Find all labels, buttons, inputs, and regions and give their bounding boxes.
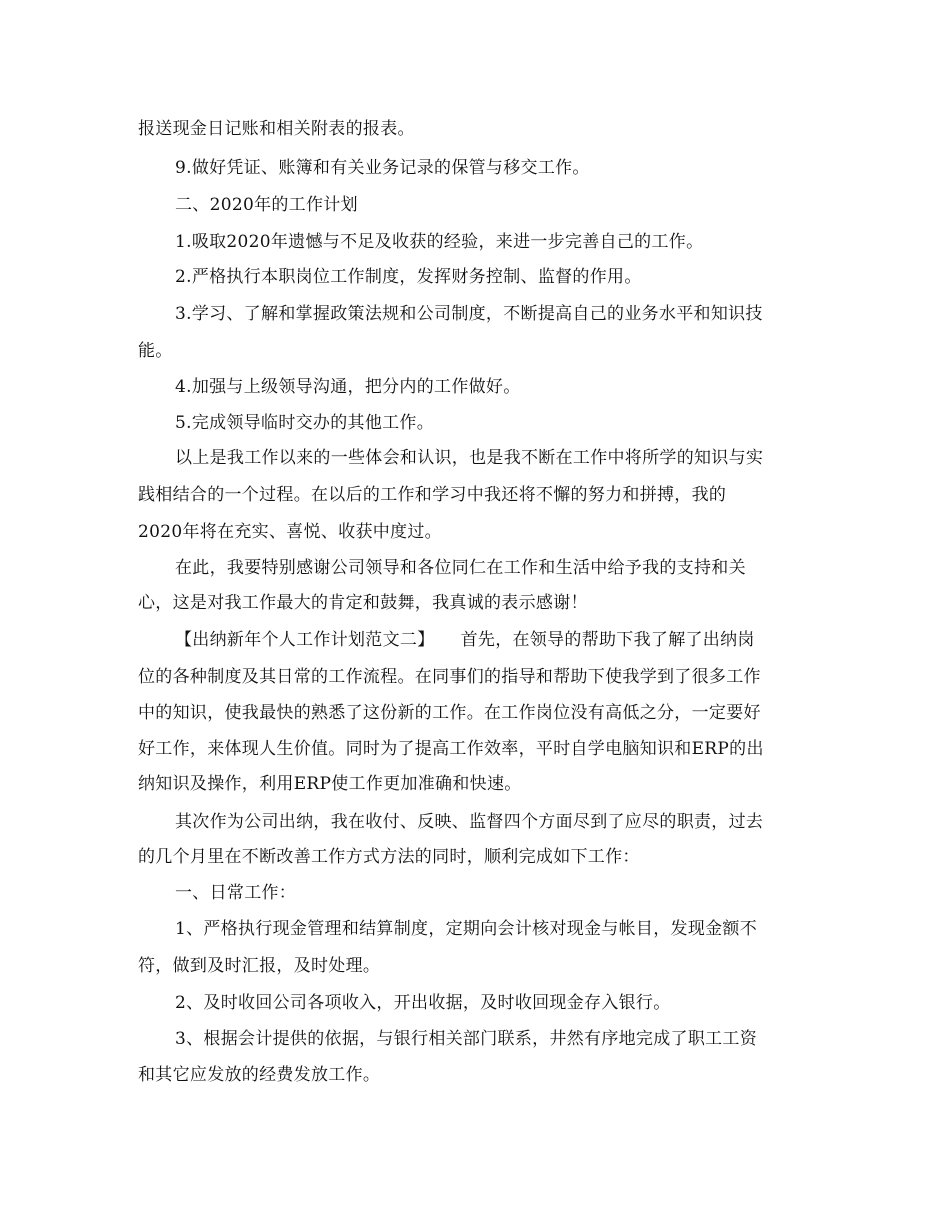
- text-line: 2.严格执行本职岗位工作制度，发挥财务控制、监督的作用。: [175, 267, 642, 287]
- text-line: 位的各种制度及其日常的工作流程。在同事们的指导和帮助下使我学到了很多工作: [138, 667, 761, 687]
- text-line: 报送现金日记账和相关附表的报表。: [138, 119, 415, 139]
- text-line: 在此，我要特别感谢公司领导和各位同仁在工作和生活中给予我的支持和关: [175, 558, 746, 578]
- text-line: 符，做到及时汇报，及时处理。: [138, 956, 381, 976]
- text-line: 3.学习、了解和掌握政策法规和公司制度，不断提高自己的业务水平和知识技: [175, 304, 763, 324]
- text-line: 好工作，来体现人生价值。同时为了提高工作效率，平时自学电脑知识和ERP的出: [138, 739, 764, 759]
- text-line: 纳知识及操作，利用ERP使工作更加准确和快速。: [138, 774, 522, 794]
- text-line: 的几个月里在不断改善工作方式方法的同时，顺利完成如下工作：: [138, 847, 640, 867]
- text-line: 中的知识，使我最快的熟悉了这份新的工作。在工作岗位没有高低之分，一定要好: [138, 703, 761, 723]
- section-heading: 二、2020年的工作计划: [175, 195, 358, 215]
- text-line: 1.吸取2020年遗憾与不足及收获的经验，来进一步完善自己的工作。: [175, 232, 704, 252]
- text-line: 5.完成领导临时交办的其他工作。: [175, 413, 435, 433]
- text-line: 心，这是对我工作最大的肯定和鼓舞，我真诚的表示感谢！: [138, 593, 588, 613]
- text-line: 1、严格执行现金管理和结算制度，定期向会计核对现金与帐目，发现金额不: [175, 919, 758, 939]
- text-line: 践相结合的一个过程。在以后的工作和学习中我还将不懈的努力和拼搏，我的: [138, 485, 727, 505]
- section-heading: 【出纳新年个人工作计划范文二】 首先，在领导的帮助下我了解了出纳岗: [175, 630, 755, 650]
- text-line: 以上是我工作以来的一些体会和认识，也是我不断在工作中将所学的知识与实: [175, 448, 764, 468]
- text-line: 4.加强与上级领导沟通，把分内的工作做好。: [175, 377, 521, 397]
- text-line: 2、及时收回公司各项收入，开出收据，及时收回现金存入银行。: [175, 993, 671, 1013]
- text-line: 能。: [138, 341, 173, 361]
- text-line: 3、根据会计提供的依据，与银行相关部门联系，井然有序地完成了职工工资: [175, 1029, 758, 1049]
- text-line: 9.做好凭证、账簿和有关业务记录的保管与移交工作。: [175, 158, 590, 178]
- text-line: 其次作为公司出纳，我在收付、反映、监督四个方面尽到了应尽的职责，过去: [175, 812, 764, 832]
- text-line: 2020年将在充实、喜悦、收获中度过。: [138, 522, 442, 542]
- text-line: 和其它应发放的经费发放工作。: [138, 1065, 381, 1085]
- section-heading: 一、日常工作：: [175, 883, 297, 903]
